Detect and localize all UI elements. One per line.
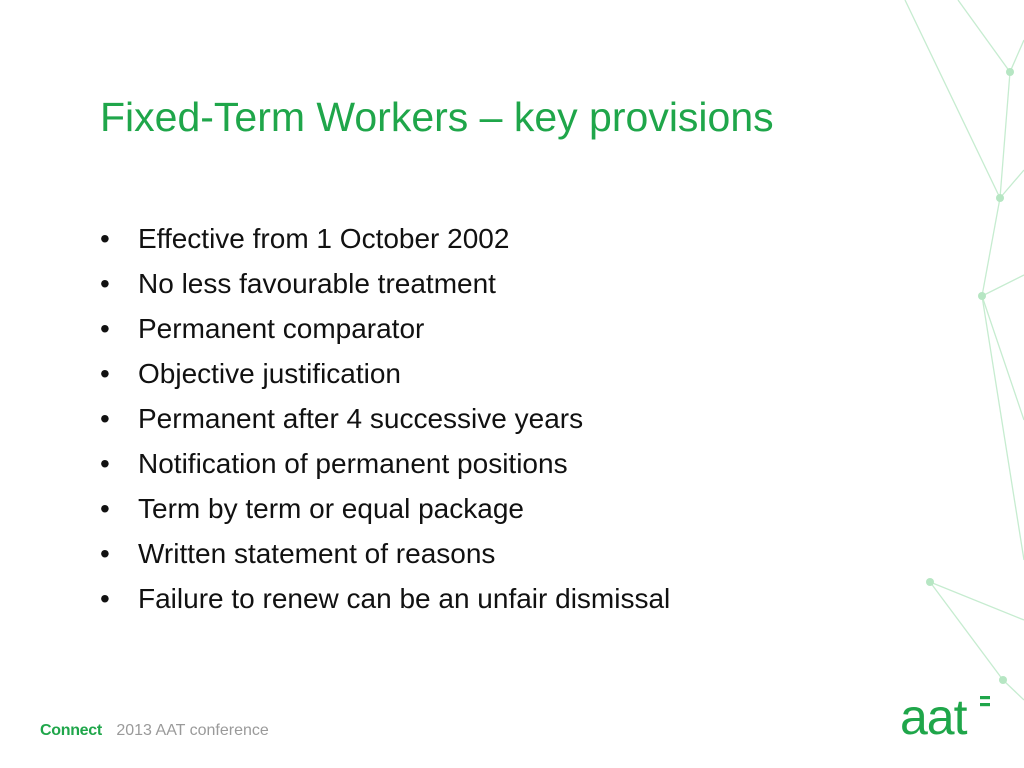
bullet-dot: • bbox=[100, 358, 110, 389]
bullet-list bbox=[100, 216, 670, 621]
footer bbox=[40, 720, 269, 742]
network-node bbox=[978, 292, 986, 300]
slide-title: Fixed-Term Workers – key provisions bbox=[100, 94, 774, 140]
bullet-text: Failure to renew can be an unfair dismissal bbox=[138, 583, 671, 614]
bullet-item bbox=[100, 216, 670, 261]
bullet-text: Permanent comparator bbox=[138, 313, 425, 344]
bullet-item bbox=[100, 531, 670, 576]
network-node bbox=[999, 676, 1007, 684]
bullet-text: Objective justification bbox=[138, 358, 402, 389]
bullet-item bbox=[100, 351, 670, 396]
network-node bbox=[996, 194, 1004, 202]
bullet-dot: • bbox=[100, 268, 110, 299]
bullet-text: Permanent after 4 successive years bbox=[138, 403, 584, 434]
bullet-dot: • bbox=[100, 313, 110, 344]
bullet-item bbox=[100, 261, 670, 306]
bullet-text: Effective from 1 October 2002 bbox=[138, 223, 510, 254]
aat-logo-text: aat bbox=[900, 689, 967, 744]
network-node bbox=[1006, 68, 1014, 76]
bullet-text: Written statement of reasons bbox=[138, 538, 496, 569]
bullet-item bbox=[100, 306, 670, 351]
bullet-dot: • bbox=[100, 223, 110, 254]
bullet-dot: • bbox=[100, 538, 110, 569]
bullet-text: No less favourable treatment bbox=[138, 268, 496, 299]
bullet-dot: • bbox=[100, 583, 110, 614]
bullet-dot: • bbox=[100, 493, 110, 524]
network-node bbox=[926, 578, 934, 586]
aat-logo-mark bbox=[980, 703, 990, 706]
bullet-dot: • bbox=[100, 448, 110, 479]
aat-logo bbox=[898, 688, 990, 744]
bullet-item bbox=[100, 486, 670, 531]
bullet-text: Notification of permanent positions bbox=[138, 448, 568, 479]
bullet-item bbox=[100, 441, 670, 486]
bullet-text: Term by term or equal package bbox=[138, 493, 524, 524]
footer-brand: Connect bbox=[40, 722, 102, 739]
aat-logo-mark bbox=[980, 696, 990, 699]
footer-event: 2013 AAT conference bbox=[116, 722, 269, 739]
bullet-item bbox=[100, 576, 670, 621]
bullet-item bbox=[100, 396, 670, 441]
bullet-dot: • bbox=[100, 403, 110, 434]
